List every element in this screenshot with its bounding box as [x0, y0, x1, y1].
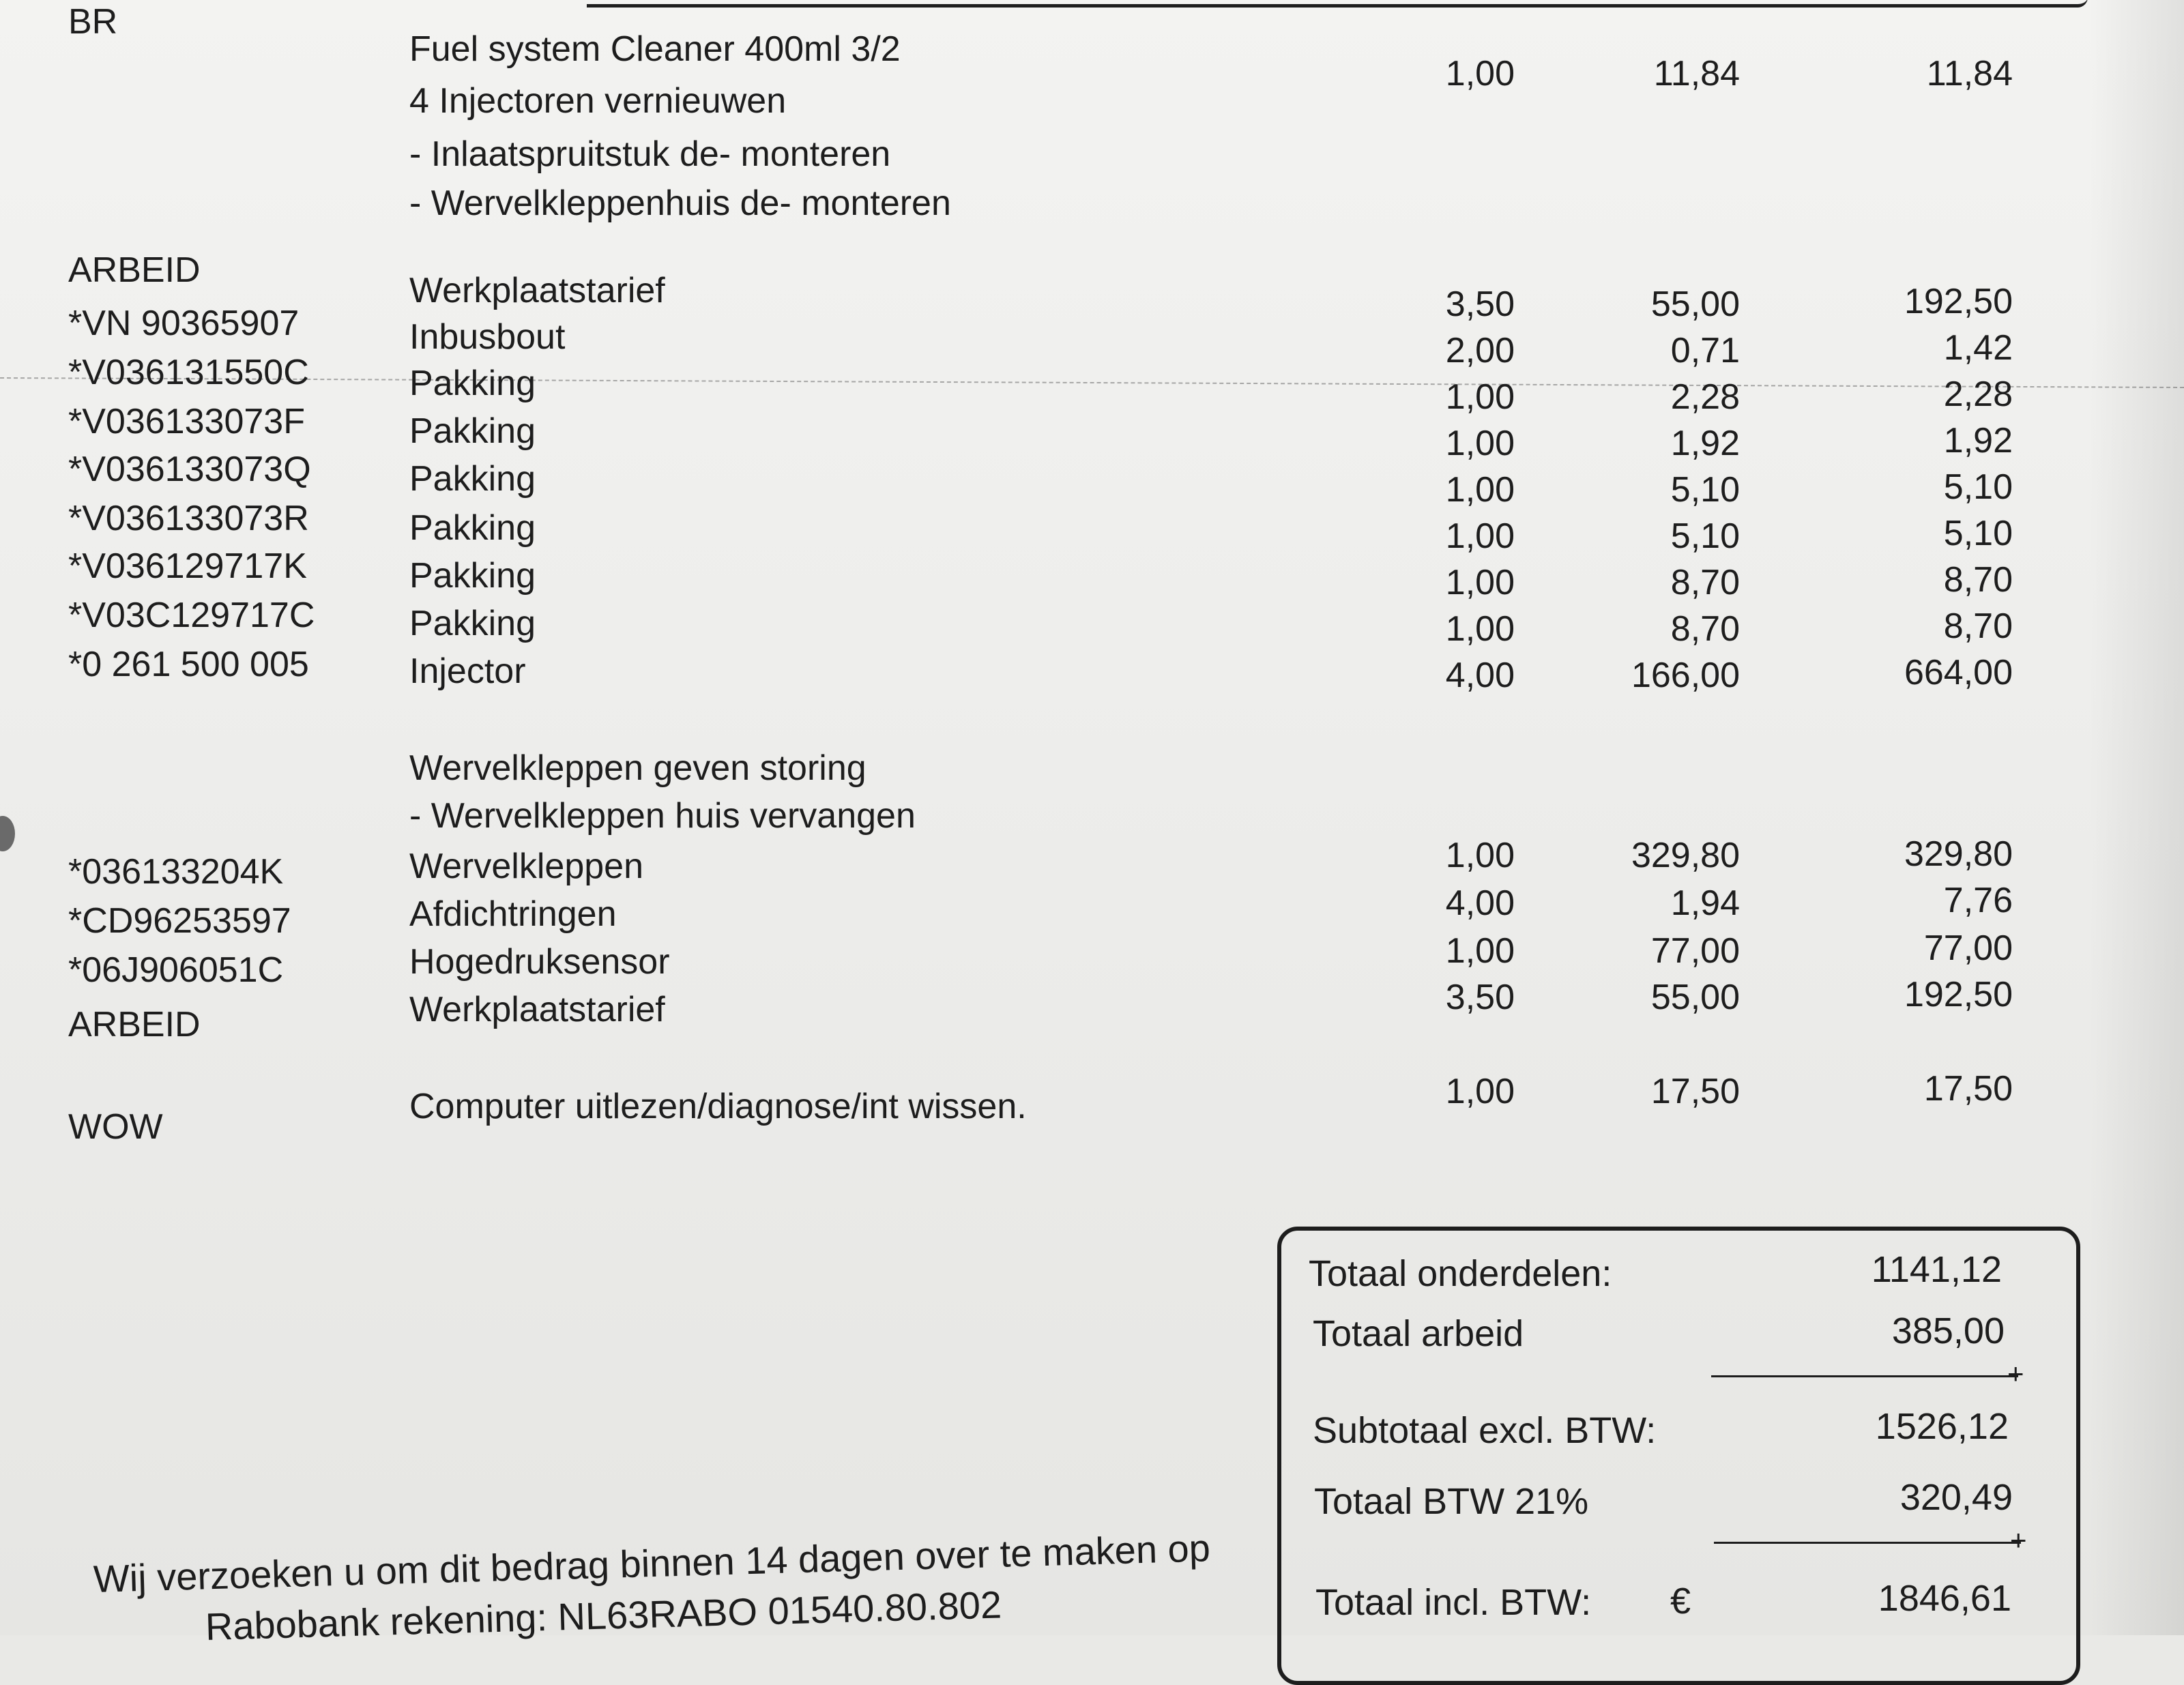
row-amount: 8,70 — [1943, 560, 2013, 600]
row-code: ARBEID — [68, 250, 201, 290]
row-code: *V036133073R — [68, 499, 309, 538]
row-amount: 17,50 — [1923, 1069, 2013, 1109]
row-description: Fuel system Cleaner 400ml 3/2 — [409, 29, 901, 69]
row-code: *06J906051C — [68, 950, 284, 990]
row-description: Pakking — [409, 508, 536, 548]
row-quantity: 3,50 — [1445, 284, 1515, 324]
grand-total-value: 1846,61 — [1878, 1578, 2011, 1619]
row-price: 166,00 — [1631, 656, 1740, 695]
row-amount: 1,42 — [1943, 328, 2013, 368]
grand-total-label: Totaal incl. BTW: — [1315, 1582, 1592, 1623]
row-code: *CD96253597 — [68, 901, 291, 941]
total-parts-value: 1141,12 — [1871, 1249, 2002, 1290]
row-price: 77,00 — [1650, 931, 1740, 971]
row-price: 1,92 — [1670, 424, 1740, 463]
sum-rule — [1711, 1375, 2018, 1377]
row-code: *VN 90365907 — [68, 304, 300, 343]
row-description: Werkplaatstarief — [409, 271, 665, 310]
row-quantity: 1,00 — [1445, 931, 1515, 971]
row-quantity: 3,50 — [1445, 978, 1515, 1017]
page-shadow — [2088, 0, 2184, 1635]
plus-sign: + — [2007, 1358, 2024, 1390]
row-amount: 664,00 — [1904, 653, 2013, 692]
row-description: Pakking — [409, 411, 536, 451]
row-amount: 77,00 — [1923, 928, 2013, 968]
row-description: Pakking — [409, 556, 536, 596]
row-description: - Wervelkleppen huis vervangen — [409, 796, 916, 836]
row-price: 8,70 — [1670, 609, 1740, 649]
row-description: Injector — [409, 651, 526, 691]
subtotal-label: Subtotaal excl. BTW: — [1313, 1410, 1657, 1451]
row-quantity: 1,00 — [1445, 609, 1515, 649]
row-price: 0,71 — [1670, 331, 1740, 370]
row-price: 5,10 — [1670, 516, 1740, 556]
row-description: Inbusbout — [409, 317, 566, 357]
row-amount: 329,80 — [1904, 834, 2013, 874]
vat-label: Totaal BTW 21% — [1314, 1481, 1589, 1522]
row-code: *V036129717K — [68, 546, 307, 586]
row-quantity: 1,00 — [1445, 1072, 1515, 1111]
row-quantity: 1,00 — [1445, 516, 1515, 556]
row-description: Pakking — [409, 604, 536, 643]
bank-account-line: Rabobank rekening: NL63RABO 01540.80.802 — [205, 1583, 1002, 1648]
row-description: Hogedruksensor — [409, 942, 670, 982]
row-amount: 5,10 — [1943, 514, 2013, 553]
row-description: Computer uitlezen/diagnose/int wissen. — [409, 1087, 1027, 1126]
row-amount: 192,50 — [1904, 282, 2013, 321]
row-description: - Inlaatspruitstuk de- monteren — [409, 134, 891, 174]
total-parts-label: Totaal onderdelen: — [1309, 1253, 1612, 1294]
row-amount: 192,50 — [1904, 975, 2013, 1014]
row-quantity: 1,00 — [1445, 424, 1515, 463]
row-price: 1,94 — [1670, 883, 1740, 923]
row-price: 329,80 — [1631, 836, 1740, 875]
row-price: 8,70 — [1670, 563, 1740, 602]
row-price: 17,50 — [1650, 1072, 1740, 1111]
row-price: 55,00 — [1650, 284, 1740, 324]
currency-symbol: € — [1670, 1581, 1691, 1622]
row-description: Afdichtringen — [409, 894, 617, 934]
plus-sign: + — [2010, 1524, 2027, 1556]
row-code: BR — [68, 2, 118, 42]
row-description: Pakking — [409, 459, 536, 499]
totals-box — [1277, 1227, 2080, 1685]
row-amount: 1,92 — [1943, 421, 2013, 460]
row-price: 2,28 — [1670, 377, 1740, 417]
row-price: 5,10 — [1670, 470, 1740, 510]
sum-rule — [1714, 1542, 2021, 1544]
row-code: WOW — [68, 1107, 163, 1147]
row-description: - Wervelkleppenhuis de- monteren — [409, 184, 951, 223]
row-code: *V036133073F — [68, 402, 305, 441]
row-amount: 8,70 — [1943, 606, 2013, 646]
row-description: Pakking — [409, 364, 536, 403]
row-description: 4 Injectoren vernieuwen — [409, 81, 787, 121]
row-code: *V03C129717C — [68, 596, 315, 635]
row-quantity: 1,00 — [1445, 836, 1515, 875]
row-code: *036133204K — [68, 852, 284, 892]
top-border-line — [587, 0, 2088, 8]
row-code: *0 261 500 005 — [68, 645, 309, 684]
vat-value: 320,49 — [1899, 1477, 2013, 1518]
row-description: Wervelkleppen — [409, 847, 644, 886]
row-quantity: 1,00 — [1445, 54, 1515, 93]
row-code: *V036131550C — [68, 353, 309, 392]
subtotal-value: 1526,12 — [1875, 1406, 2009, 1447]
row-amount: 11,84 — [1926, 54, 2013, 93]
row-code: *V036133073Q — [68, 450, 311, 489]
payment-instruction: Wij verzoeken u om dit bedrag binnen 14 dagen over te maken op — [93, 1526, 1211, 1600]
row-quantity: 1,00 — [1445, 563, 1515, 602]
row-quantity: 1,00 — [1445, 377, 1515, 417]
row-amount: 5,10 — [1943, 467, 2013, 507]
punch-hole — [0, 816, 15, 851]
row-amount: 2,28 — [1943, 375, 2013, 414]
row-quantity: 1,00 — [1445, 470, 1515, 510]
row-amount: 7,76 — [1943, 881, 2013, 920]
row-price: 11,84 — [1653, 54, 1740, 93]
total-labor-value: 385,00 — [1891, 1310, 2005, 1351]
row-price: 55,00 — [1650, 978, 1740, 1017]
row-quantity: 4,00 — [1445, 883, 1515, 923]
row-description: Wervelkleppen geven storing — [409, 748, 867, 788]
row-quantity: 2,00 — [1445, 331, 1515, 370]
row-code: ARBEID — [68, 1005, 201, 1044]
row-quantity: 4,00 — [1445, 656, 1515, 695]
total-labor-label: Totaal arbeid — [1313, 1313, 1524, 1354]
row-description: Werkplaatstarief — [409, 990, 665, 1029]
